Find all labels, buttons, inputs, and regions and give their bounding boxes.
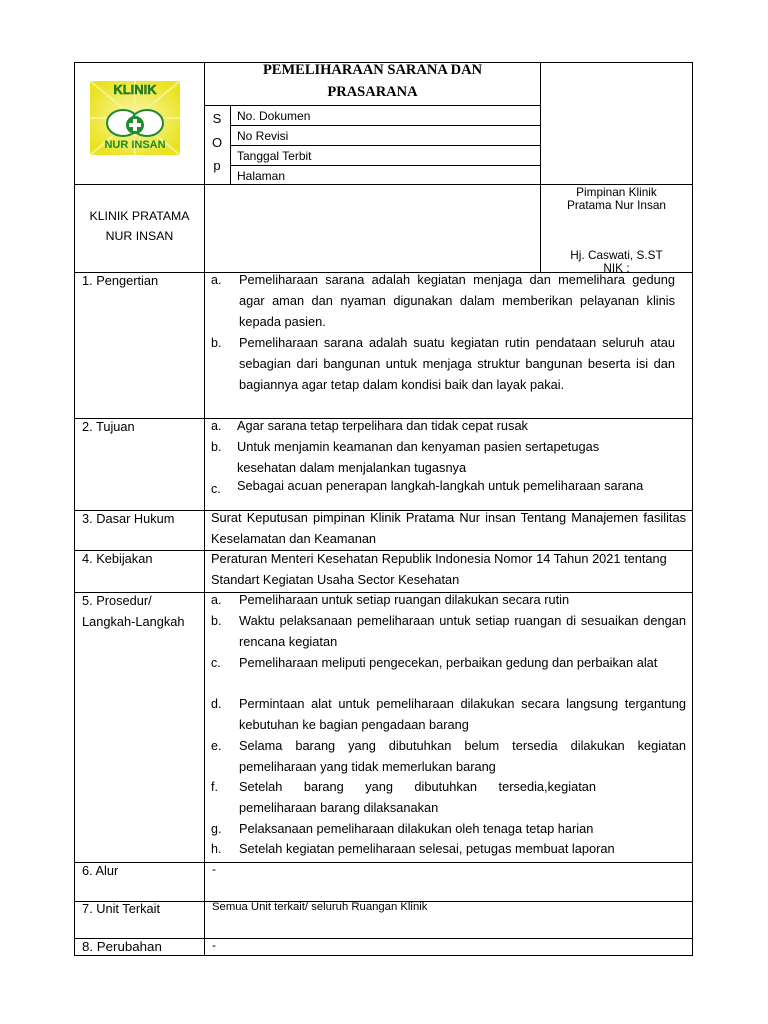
prosedur-marker-f: f. [211, 780, 218, 794]
prosedur-item-e: Selama barang yang dibutuhkan belum tersedia dilakukan kegiatan pemeliharaan yang tidak memerlukan barang [239, 738, 686, 774]
pengertian-marker-b: b. [211, 336, 222, 350]
label-alur: 6. Alur [82, 863, 119, 878]
prosedur-item-f: Setelah barang yang dibutuhkan tersedia,kegiatan pemeliharaan barang dilaksanakan [239, 779, 596, 815]
perubahan-value: - [212, 938, 216, 952]
label-unit-terkait: 7. Unit Terkait [82, 901, 160, 916]
tujuan-item-c: Sebagai acuan penerapan langkah-langkah untuk pemeliharaan sarana [237, 478, 644, 493]
alur-value: - [212, 862, 216, 876]
prosedur-item-c: Pemeliharaan meliputi pengecekan, perbaikan gedung dan perbaikan alat [239, 655, 658, 670]
tujuan-item-a: Agar sarana tetap terpelihara dan tidak cepat rusak [237, 418, 528, 433]
pengertian-item-a: Pemeliharaan sarana adalah kegiatan menjaga dan memelihara gedung agar aman dan nyaman digunakan dalam memberikan pelayanan klinis kepada pasien. [239, 272, 675, 329]
prosedur-marker-g: g. [211, 822, 222, 836]
logo-bottom-text: NUR INSAN [104, 139, 166, 151]
dasar-hukum-text: Surat Keputusan pimpinan Klinik Pratama Nur insan Tentang Manajemen fasilitas Keselamatan dan Keamanan [211, 510, 686, 546]
label-langkah: Langkah-Langkah [82, 614, 185, 629]
label-kebijakan: 4. Kebijakan [82, 551, 153, 566]
pengertian-item-b: Pemeliharaan sarana adalah suatu kegiatan rutin pendataan seluruh atau sebagian dari bangunan untuk menjaga struktur bangunan beserta isi dan bagiannya agar tetap dalam kondisi baik dan layak pakai. [239, 335, 675, 392]
field-halaman: Halaman [237, 169, 286, 183]
prosedur-item-a: Pemeliharaan untuk setiap ruangan dilakukan secara rutin [239, 592, 570, 607]
prosedur-marker-e: e. [211, 739, 222, 753]
signer-title-line2: Pratama Nur Insan [566, 198, 666, 212]
tujuan-marker-c: c. [211, 482, 221, 496]
prosedur-marker-d: d. [211, 697, 222, 711]
label-perubahan: 8. Perubahan [82, 939, 162, 954]
label-tujuan: 2. Tujuan [82, 419, 135, 434]
label-pengertian: 1. Pengertian [82, 273, 159, 288]
clinic-logo [90, 81, 180, 155]
label-dasar-hukum: 3. Dasar Hukum [82, 511, 175, 526]
prosedur-item-b: Waktu pelaksanaan pemeliharaan untuk setiap ruangan di sesuaikan dengan rencana kegiatan [239, 613, 686, 649]
prosedur-marker-c: c. [211, 656, 221, 670]
field-no-revisi: No Revisi [237, 129, 289, 143]
tujuan-item-b: Untuk menjamin keamanan dan kenyaman pasien sertapetugas kesehatan dalam menjalankan tugasnya [237, 439, 600, 475]
clinic-name-line1: KLINIK PRATAMA [89, 209, 190, 223]
prosedur-marker-h: h. [211, 842, 222, 856]
signer-name: Hj. Caswati, S.ST [570, 248, 663, 262]
kebijakan-text: Peraturan Menteri Kesehatan Republik Indonesia Nomor 14 Tahun 2021 tentang Standart Kegiatan Usaha Sector Kesehatan [211, 551, 667, 587]
sop-letter-o: O [211, 135, 223, 150]
prosedur-marker-b: b. [211, 614, 222, 628]
sop-letter-s: S [212, 111, 222, 126]
label-prosedur: 5. Prosedur/ [82, 593, 152, 608]
field-tanggal-terbit: Tanggal Terbit [237, 149, 312, 163]
tujuan-marker-a: a. [211, 419, 222, 433]
field-no-dokumen: No. Dokumen [237, 109, 311, 123]
signer-title-line1: Pimpinan Klinik [576, 185, 657, 199]
document-title-line2: PRASARANA [327, 84, 418, 100]
prosedur-item-g: Pelaksanaan pemeliharaan dilakukan oleh tenaga tetap harian [239, 821, 594, 836]
signer-nik: NIK : [603, 261, 630, 275]
prosedur-marker-a: a. [211, 593, 222, 607]
tujuan-marker-b: b. [211, 440, 222, 454]
unit-terkait-value: Semua Unit terkait/ seluruh Ruangan Klinik [212, 901, 428, 913]
clinic-name-line2: NUR INSAN [105, 229, 174, 243]
prosedur-item-h: Setelah kegiatan pemeliharaan selesai, petugas membuat laporan [239, 841, 615, 856]
prosedur-item-d: Permintaan alat untuk pemeliharaan dilakukan secara langsung tergantung kebutuhan ke bagian pengadaan barang [239, 696, 686, 732]
logo-top-text: KLINIK [113, 82, 157, 97]
sop-letter-p: p [213, 158, 221, 173]
document-title-line1: PEMELIHARAAN SARANA DAN [262, 62, 483, 78]
pengertian-marker-a: a. [211, 273, 222, 287]
